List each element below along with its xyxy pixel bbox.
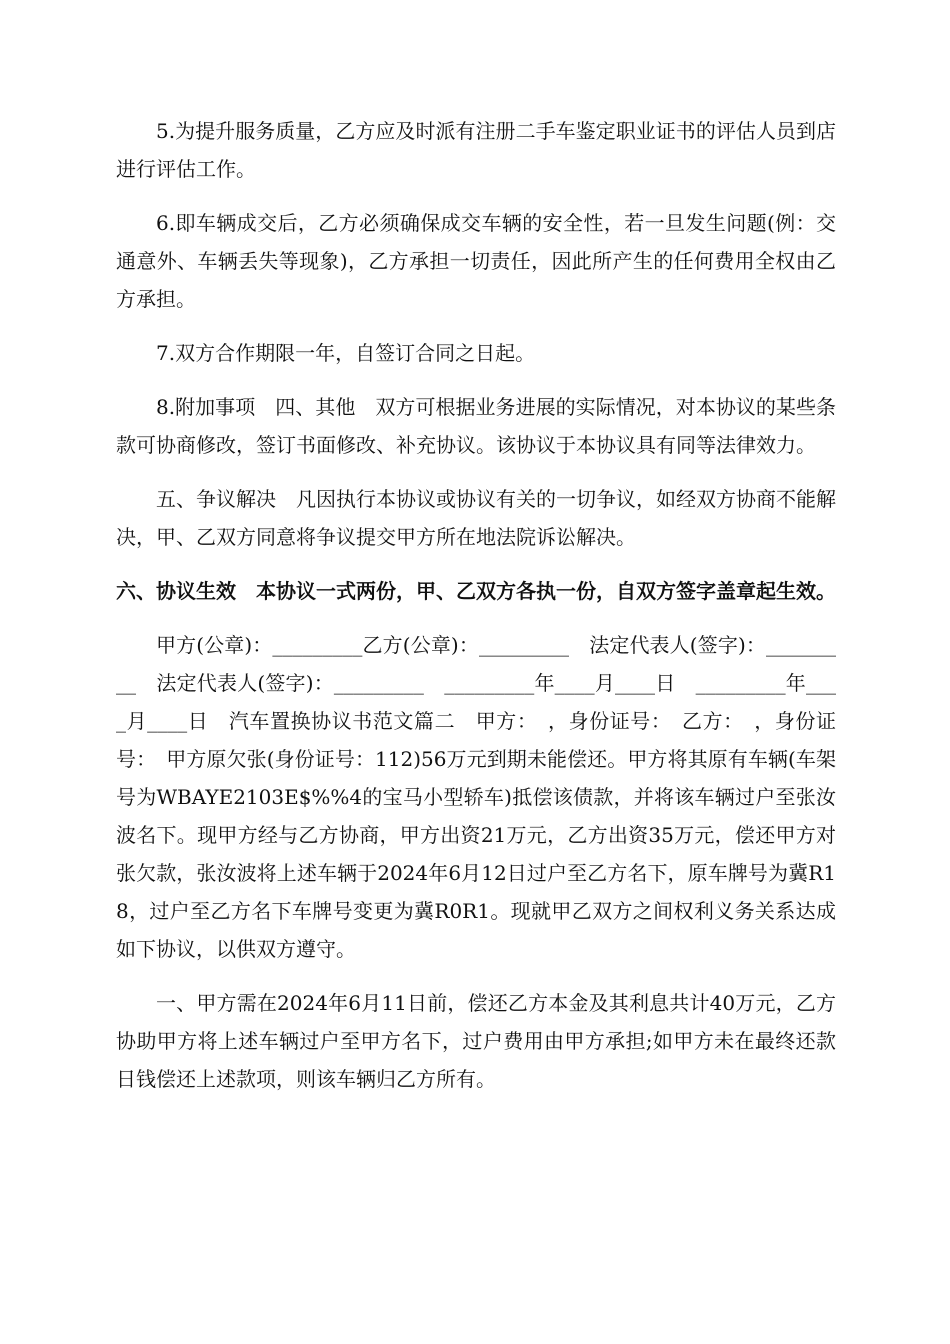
clause-6-paragraph: 6.即车辆成交后，乙方必须确保成交车辆的安全性，若一旦发生问题(例：交通意外、车辆丢失等现象)，乙方承担一切责任，因此所产生的任何费用全权由乙方承担。	[116, 211, 836, 311]
paragraph-gap	[116, 556, 836, 572]
article-one-paragraph: 一、甲方需在2024年6月11日前，偿还乙方本金及其利息共计40万元，乙方协助甲方将上述车辆过户至甲方名下，过户费用由甲方承担;如甲方未在最终还款日钱偿还上述款项，则该车辆归乙方所有。	[116, 991, 836, 1091]
document-body	[116, 112, 836, 1098]
signature-and-agreement-two-paragraph: 甲方(公章)：_________乙方(公章)：_________ 法定代表人(签字)：_________ 法定代表人(签字)：_________ _________年____月____日 _________年____月____日 汽车置换协议书范文篇二 甲方： ，身份证号： 乙方： ，身份证号： 甲方原欠张(身份证号：112)56万元到期未能偿还。甲方将其原有车辆(车架号为WBAYE2103E$%%4的宝马小型轿车)抵偿该债款，并将该车辆过户至张汝波名下。现甲方经与乙方协商，甲方出资21万元，乙方出资35万元，偿还甲方对张欠款，张汝波将上述车辆于2024年6月12日过户至乙方名下，原车牌号为冀R18，过户至乙方名下车牌号变更为冀R0R1。现就甲乙双方之间权利义务关系达成如下协议，以供双方遵守。	[116, 633, 836, 961]
paragraph-gap	[116, 968, 836, 984]
paragraph-gap	[116, 318, 836, 334]
paragraph-gap	[116, 188, 836, 204]
paragraph-gap	[116, 464, 836, 480]
clause-5-paragraph: 5.为提升服务质量，乙方应及时派有注册二手车鉴定职业证书的评估人员到店进行评估工作。	[116, 119, 836, 181]
agreement-effective-heading: 六、协议生效 本协议一式两份，甲、乙双方各执一份，自双方签字盖章起生效。	[116, 579, 836, 603]
clause-7-paragraph: 7.双方合作期限一年，自签订合同之日起。	[156, 341, 536, 365]
dispute-resolution-paragraph: 五、争议解决 凡因执行本协议或协议有关的一切争议，如经双方协商不能解决，甲、乙双方同意将争议提交甲方所在地法院诉讼解决。	[116, 487, 836, 549]
clause-8-paragraph: 8.附加事项 四、其他 双方可根据业务进展的实际情况，对本协议的某些条款可协商修改，签订书面修改、补充协议。该协议于本协议具有同等法律效力。	[116, 395, 836, 457]
paragraph-gap	[116, 372, 836, 388]
paragraph-gap	[116, 610, 836, 626]
